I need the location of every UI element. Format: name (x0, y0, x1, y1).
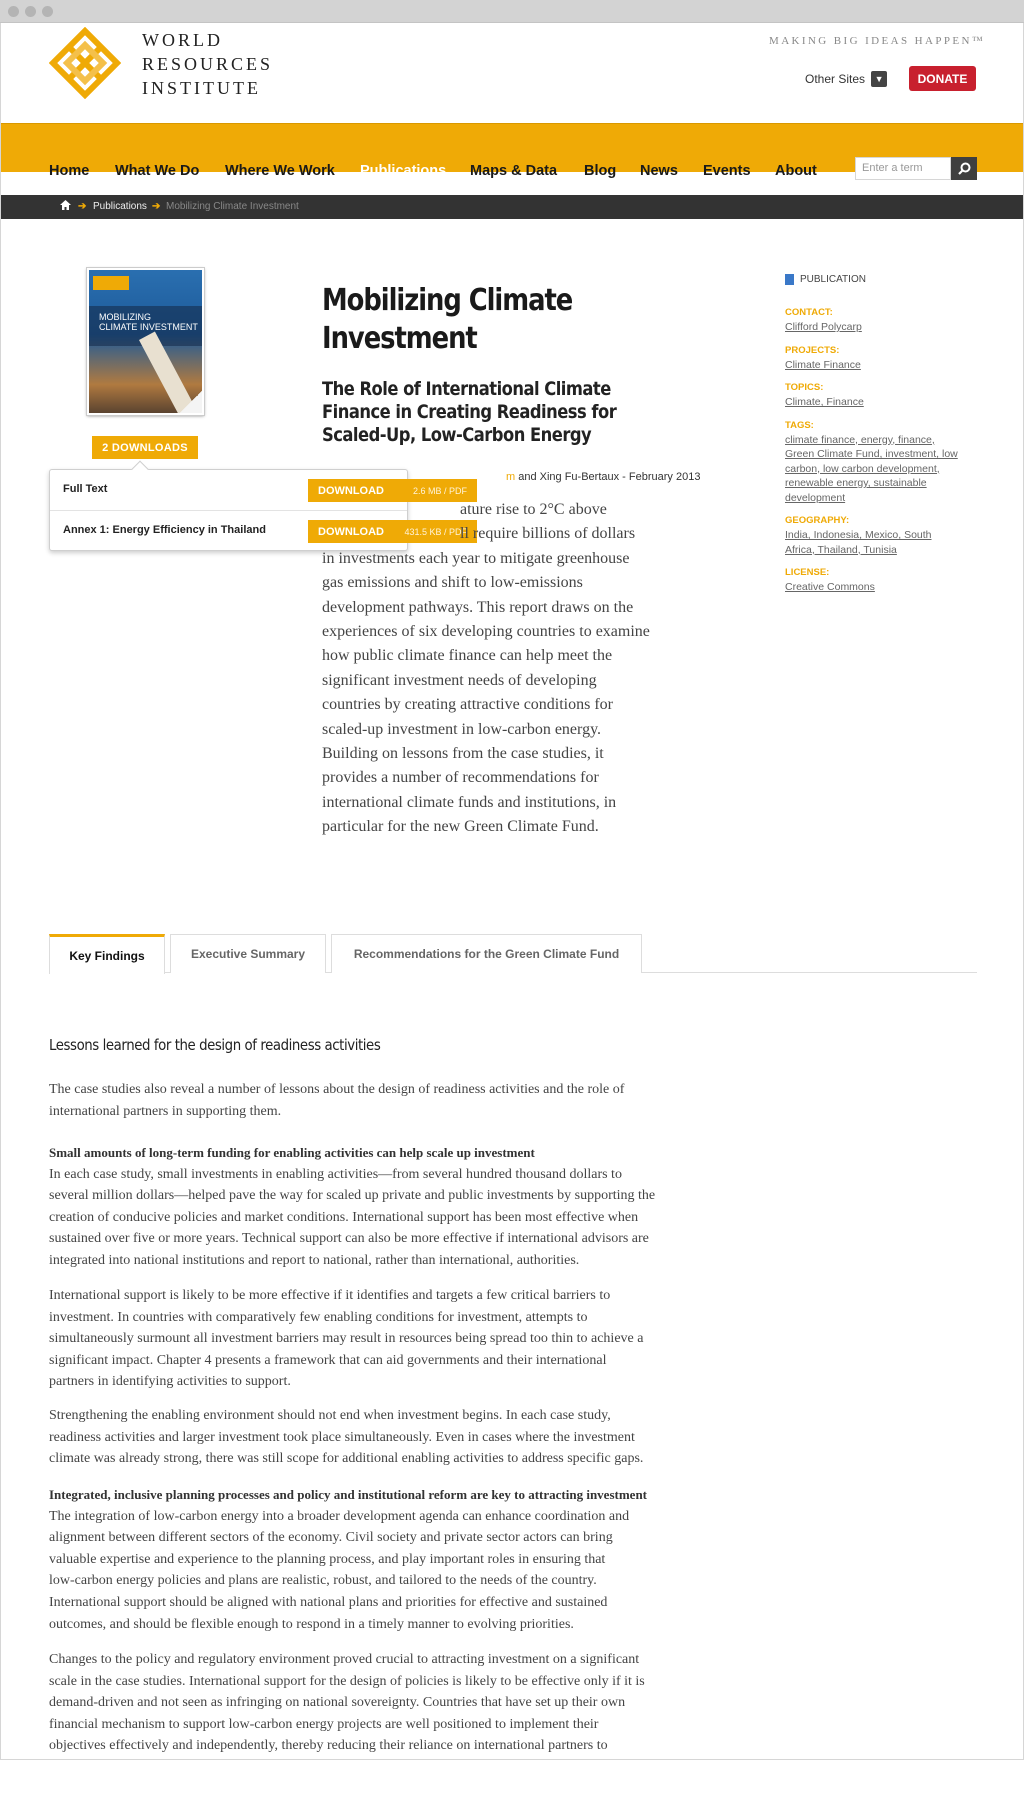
tags-links[interactable]: climate finance, energy, finance, Green Climate Fund, investment, low carbon, low carbon development, renewable energy, sustainable development (785, 433, 958, 504)
tags-heading: TAGS: (785, 419, 814, 431)
download-button[interactable]: DOWNLOAD 2.6 MB / PDF (308, 479, 477, 502)
contact-heading: CONTACT: (785, 307, 833, 318)
tab-recommendations[interactable]: Recommendations for the Green Climate Fund (331, 934, 642, 973)
paragraph-funding: Small amounts of long-term funding for enabling activities can help scale up investment In each case study, small investments in enabling activities—from several hundred thousand dollars to several million dollars—helped pave the way for scaled up private and public investments by supporting the creation of conducive policies and market conditions. International support has been most effective when sustained over five or more years. Technical support can also be more effective if international advisors are integrated into national institutions and report to national, rather than international, authorities. (49, 1142, 749, 1272)
download-button[interactable]: DOWNLOAD 431.5 KB / PDF (308, 520, 477, 543)
topics-heading: TOPICS: (785, 382, 824, 393)
download-label: Full Text (63, 483, 108, 495)
cover-title: MOBILIZING CLIMATE INVESTMENT (99, 312, 198, 332)
donate-button[interactable]: DONATE (909, 66, 976, 91)
logo-line-1: WORLD (142, 30, 223, 50)
page-frame (0, 23, 1024, 1760)
tagline: MAKING BIG IDEAS HAPPEN™ (769, 35, 985, 47)
content-tabs (49, 934, 977, 973)
abstract: ature rise to 2°C above ll require billions of dollars in investments each year to mitigate greenhouse gas emissions and shift to low-emissions development pathways. This report draws on the experiences of six developing countries to examine how public climate finance can help meet the significant investment needs of developing countries by creating attractive conditions for scaled-up investment in low-carbon energy. Building on lessons from the case studies, it provides a number of recommendations for international climate funds and institutions, in particular for the new Green Climate Fund. (322, 501, 650, 836)
window-close-dot[interactable] (8, 6, 19, 17)
author-link[interactable]: m (506, 471, 516, 483)
license-heading: LICENSE: (785, 567, 830, 578)
paragraph-planning: Integrated, inclusive planning processes and policy and institutional reform are key to attracting investment The integration of low-carbon energy into a broader development agenda can enhance coordination and alignment between different sectors of the economy. Civil society and private sector actors can bring valuable expertise and experience to the planning process, and play important roles in ensuring that low-carbon energy policies and plans are realistic, robust, and tailored to the needs of the country. International support should be aligned with national plans and priorities for effective and sustained outcomes, and should be flexible enough to respond in a timely manner to evolving priorities. (49, 1484, 749, 1635)
intro-paragraph: The case studies also reveal a number of lessons about the design of readiness activities and the role of international partners in supporting them. (49, 1082, 625, 1119)
nav-blog[interactable]: Blog (584, 163, 617, 179)
home-icon[interactable] (60, 200, 71, 213)
search-icon (958, 162, 971, 175)
page-bottom-margin (0, 1761, 1024, 1800)
nav-maps-data[interactable]: Maps & Data (470, 163, 558, 179)
tab-executive-summary[interactable]: Executive Summary (170, 934, 326, 973)
projects-heading: PROJECTS: (785, 344, 840, 356)
authors-line (506, 471, 700, 483)
nav-home[interactable]: Home (49, 163, 90, 179)
paragraph-heading: Small amounts of long-term funding for enabling activities can help scale up investment (49, 1145, 535, 1160)
window-zoom-dot[interactable] (42, 6, 53, 17)
nav-about[interactable]: About (775, 163, 817, 179)
search-input[interactable]: Enter a term (855, 157, 951, 180)
metadata-sidebar (785, 274, 985, 605)
paragraph-heading: Integrated, inclusive planning processes and policy and institutional reform are key to attracting investment (49, 1487, 647, 1502)
search-button[interactable] (951, 157, 977, 180)
nav-news[interactable]: News (640, 163, 678, 179)
license-link[interactable]: Creative Commons (785, 581, 875, 593)
browser-chrome (0, 0, 1024, 23)
other-sites-label: Other Sites (805, 72, 866, 86)
chevron-down-icon: ▼ (871, 71, 887, 87)
nav-events[interactable]: Events (703, 163, 751, 179)
other-sites-dropdown[interactable] (805, 71, 887, 87)
breadcrumb-publications[interactable]: Publications (93, 201, 147, 212)
window-minimize-dot[interactable] (25, 6, 36, 17)
wri-logo-icon[interactable] (49, 27, 121, 99)
breadcrumb (1, 195, 1023, 219)
contact-link[interactable]: Clifford Polycarp (785, 321, 862, 333)
downloads-button[interactable]: 2 DOWNLOADS (92, 436, 198, 459)
tab-key-findings[interactable]: Key Findings (49, 934, 165, 974)
logo-wordmark[interactable] (142, 28, 273, 100)
paragraph-barriers: International support is likely to be more effective if it identifies and targets a few critical barriers to investment. In countries with comparatively few enabling conditions for investment, attempts to simultaneously surmount all investment barriers may result in resources being spread too thin to achieve a significant impact. Chapter 4 presents a framework that can aid governments and their international partners in identifying activities to support. (49, 1288, 644, 1390)
cover-logo-band (93, 276, 129, 290)
geography-links[interactable]: India, Indonesia, Mexico, South Africa, Thailand, Tunisia (785, 529, 932, 556)
page-curl (180, 391, 202, 413)
logo-line-3: INSTITUTE (142, 78, 261, 98)
breadcrumb-arrow-icon: ➔ (78, 201, 87, 212)
geography-heading: GEOGRAPHY: (785, 515, 850, 526)
page-title: Mobilizing Climate Investment (322, 283, 573, 356)
section-title: Lessons learned for the design of readiness activities (49, 1036, 381, 1054)
page-subtitle: The Role of International Climate Finance in Creating Readiness for Scaled-Up, Low-Carbon Energy (322, 378, 617, 446)
document-icon (785, 274, 794, 285)
logo-line-2: RESOURCES (142, 54, 274, 74)
nav-where-we-work[interactable]: Where We Work (225, 163, 335, 179)
nav-what-we-do[interactable]: What We Do (115, 163, 200, 179)
paragraph-enabling: Strengthening the enabling environment should not end when investment begins. In each case study, readiness activities and larger investment took place simultaneously. Even in cases where the investment climate was already strong, there was still scope for additional enabling activities to address specific gaps. (49, 1408, 644, 1467)
breadcrumb-current: Mobilizing Climate Investment (166, 201, 299, 212)
breadcrumb-arrow-icon: ➔ (152, 201, 161, 212)
paragraph-policy: Changes to the policy and regulatory environment proved crucial to attracting investment on a significant scale in the case studies. International support for the design of policies is likely to be effective only if it is demand-driven and not seen as infringing on national sovereignty. Countries that have set up their own financial mechanism to support low-carbon energy projects are well positioned to implement their objectives effectively and independently, thereby reducing their reliance on international partners to (49, 1652, 645, 1754)
topics-links[interactable]: Climate, Finance (785, 396, 864, 408)
publication-cover[interactable] (87, 268, 204, 415)
projects-link[interactable]: Climate Finance (785, 358, 861, 371)
publication-type: PUBLICATION (785, 274, 985, 285)
authors-date: and Xing Fu-Bertaux - February 2013 (515, 471, 701, 483)
download-label: Annex 1: Energy Efficiency in Thailand (63, 524, 266, 536)
nav-publications[interactable]: Publications (360, 163, 447, 179)
